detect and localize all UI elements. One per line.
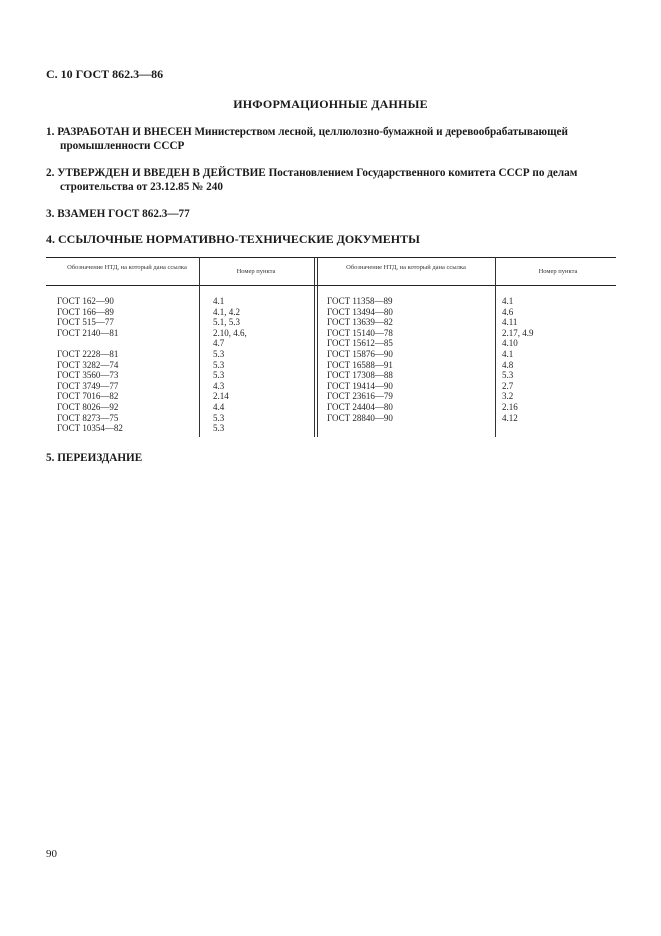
clause-cell: 2.10, 4.6, xyxy=(213,327,247,338)
item-text-continued: промышленности СССР xyxy=(60,140,185,152)
section-title: ИНФОРМАЦИОННЫЕ ДАННЫЕ xyxy=(233,97,428,111)
ntd-cell: ГОСТ 2228—81 xyxy=(57,348,119,359)
header-clause-left: Номер пункта xyxy=(236,268,276,275)
table-header-rule xyxy=(46,285,616,286)
ntd-cell: ГОСТ 3749—77 xyxy=(57,380,119,391)
clause-cell: 5.3 xyxy=(213,423,225,434)
clause-cell: 4.4 xyxy=(213,401,225,412)
item-text: ССЫЛОЧНЫЕ НОРМАТИВНО-ТЕХНИЧЕСКИЕ ДОКУМЕНТЫ xyxy=(58,232,420,246)
ntd-cell: ГОСТ 7016—82 xyxy=(57,391,119,402)
table-top-rule xyxy=(46,257,616,258)
clause-cell: 5.3 xyxy=(213,359,225,370)
ntd-cell: ГОСТ 15876—90 xyxy=(327,348,393,359)
clause-cell: 4.12 xyxy=(502,412,518,423)
item-text: Постановлением Государственного комитета СССР по делам xyxy=(268,167,578,179)
ntd-cell: ГОСТ 11358—89 xyxy=(327,296,393,306)
column-divider xyxy=(314,257,315,437)
clause-cell: 2.17, 4.9 xyxy=(502,327,534,338)
column-clause-left xyxy=(213,296,247,434)
item-text: ПЕРЕИЗДАНИЕ xyxy=(57,452,143,464)
column-ntd-left xyxy=(57,296,123,434)
item-text: Министерством лесной, целлюлозно-бумажной и деревообрабатывающей xyxy=(194,126,568,138)
item-lead: РАЗРАБОТАН И ВНЕСЕН xyxy=(57,126,192,138)
ntd-cell: ГОСТ 23616—79 xyxy=(327,391,393,402)
ntd-cell xyxy=(57,338,123,349)
header-clause-right: Номер пункта xyxy=(538,268,578,275)
item-lead: УТВЕРЖДЕН И ВВЕДЕН В ДЕЙСТВИЕ xyxy=(57,167,266,179)
ntd-cell: ГОСТ 13639—82 xyxy=(327,317,393,328)
ntd-cell: ГОСТ 16588—91 xyxy=(327,359,393,370)
clause-cell: 2.7 xyxy=(502,380,514,391)
clause-cell: 5.3 xyxy=(502,370,514,381)
clause-cell: 5.3 xyxy=(213,348,225,359)
ntd-cell: ГОСТ 166—89 xyxy=(57,306,114,317)
ntd-cell: ГОСТ 19414—90 xyxy=(327,380,393,391)
ntd-cell: ГОСТ 28840—90 xyxy=(327,412,393,423)
ntd-cell: ГОСТ 8026—92 xyxy=(57,401,119,412)
item-text-continued: строительства от 23.12.85 № 240 xyxy=(60,181,223,193)
item-text: ВЗАМЕН ГОСТ 862.3—77 xyxy=(57,208,190,220)
column-clause-right xyxy=(502,296,534,423)
info-item-developed xyxy=(46,125,616,153)
column-divider xyxy=(199,257,200,437)
ntd-cell: ГОСТ 515—77 xyxy=(57,317,114,328)
clause-cell: 2.16 xyxy=(502,401,518,412)
info-item-reissue xyxy=(46,451,616,465)
ntd-cell: ГОСТ 17308—88 xyxy=(327,370,393,381)
clause-cell: 4.1, 4.2 xyxy=(213,306,240,317)
info-item-replaces xyxy=(46,207,616,221)
clause-cell: 4.6 xyxy=(502,306,514,317)
ntd-cell: ГОСТ 162—90 xyxy=(57,296,114,306)
ntd-cell: ГОСТ 15140—78 xyxy=(327,327,393,338)
item-number: 4. xyxy=(46,232,55,246)
clause-cell: 4.1 xyxy=(213,296,225,306)
ntd-cell: ГОСТ 15612—85 xyxy=(327,338,393,349)
header-ntd-left: Обозначение НТД, на который дана ссылка xyxy=(67,264,187,271)
item-number: 1. xyxy=(46,126,55,138)
ntd-cell: ГОСТ 10354—82 xyxy=(57,423,123,434)
reference-table xyxy=(46,257,616,437)
clause-cell: 2.14 xyxy=(213,391,229,402)
clause-cell: 4.8 xyxy=(502,359,514,370)
column-divider xyxy=(495,257,496,437)
info-item-approved xyxy=(46,166,616,194)
info-item-references xyxy=(46,232,616,246)
header-ntd-right: Обозначение НТД, на который дана ссылка xyxy=(346,264,466,271)
ntd-cell: ГОСТ 3282—74 xyxy=(57,359,119,370)
item-number: 3. xyxy=(46,208,55,220)
clause-cell: 3.2 xyxy=(502,391,514,402)
clause-cell: 4.7 xyxy=(213,338,225,349)
column-ntd-right xyxy=(327,296,393,423)
item-number: 2. xyxy=(46,167,55,179)
ntd-cell: ГОСТ 2140—81 xyxy=(57,327,119,338)
ntd-cell: ГОСТ 24404—80 xyxy=(327,401,393,412)
clause-cell: 4.1 xyxy=(502,296,514,306)
column-divider xyxy=(317,257,318,437)
clause-cell: 5.3 xyxy=(213,412,225,423)
clause-cell: 5.1, 5.3 xyxy=(213,317,240,328)
ntd-cell: ГОСТ 13494—80 xyxy=(327,306,393,317)
clause-cell: 5.3 xyxy=(213,370,225,381)
clause-cell: 4.3 xyxy=(213,380,225,391)
clause-cell: 4.1 xyxy=(502,348,514,359)
item-number: 5. xyxy=(46,452,55,464)
clause-cell: 4.11 xyxy=(502,317,518,328)
running-header: С. 10 ГОСТ 862.3—86 xyxy=(46,67,164,81)
ntd-cell: ГОСТ 8273—75 xyxy=(57,412,119,423)
clause-cell: 4.10 xyxy=(502,338,518,349)
ntd-cell: ГОСТ 3560—73 xyxy=(57,370,119,381)
page-number: 90 xyxy=(46,848,57,860)
